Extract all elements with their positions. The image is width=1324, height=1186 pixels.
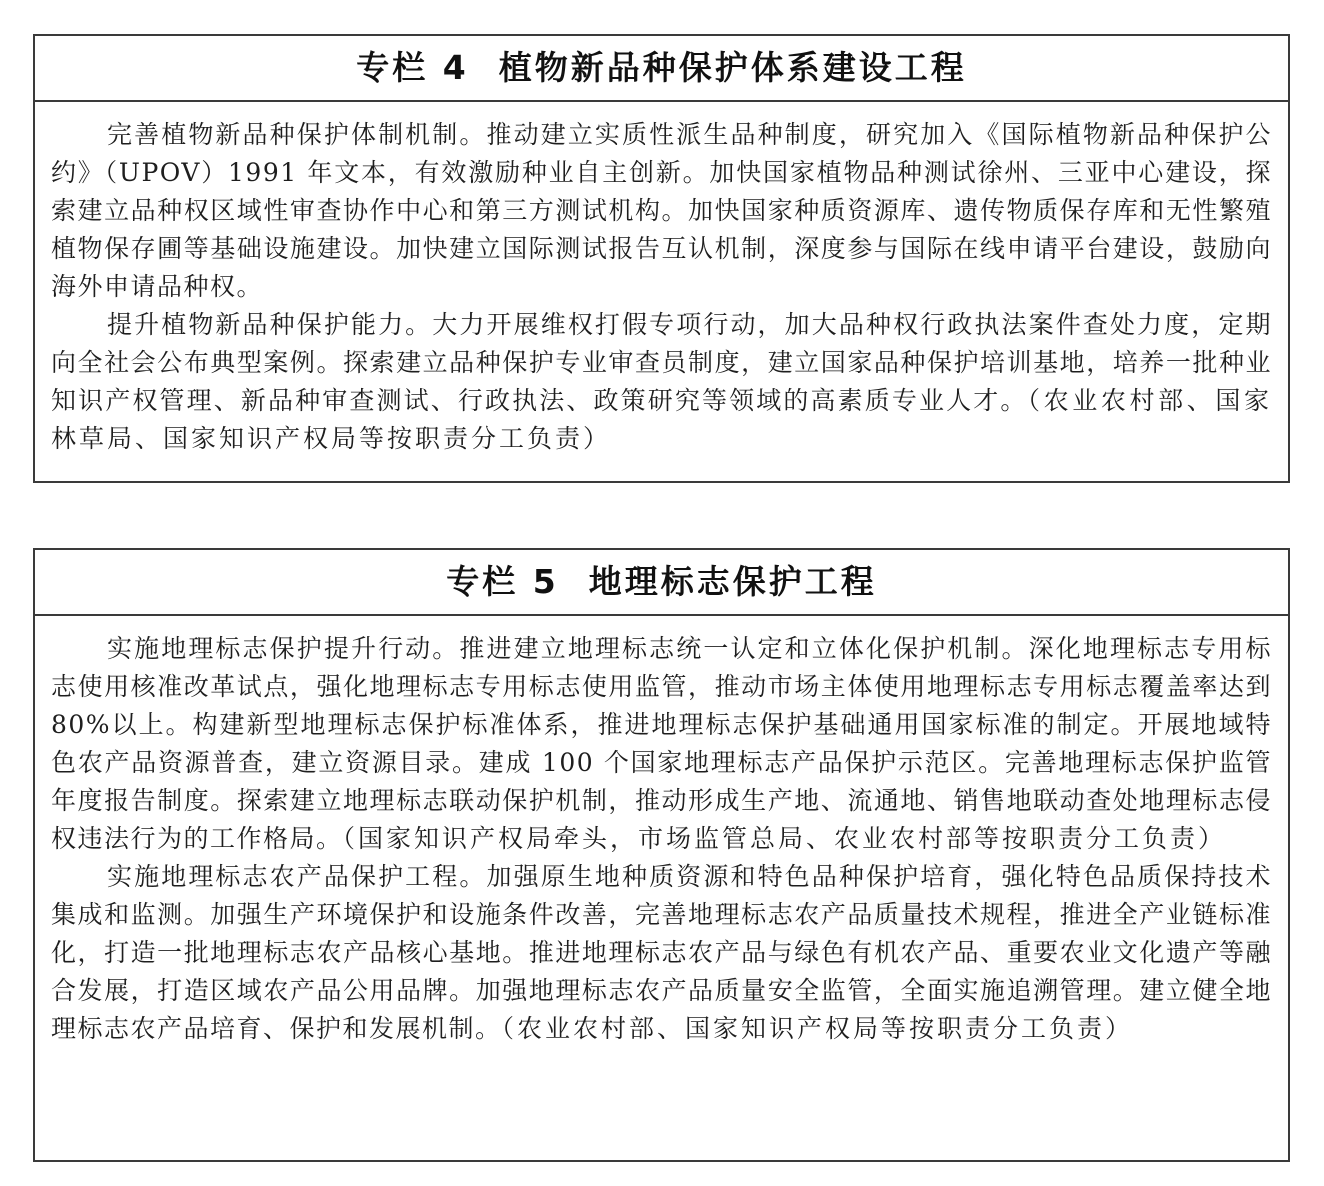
- paragraph: [51, 858, 1272, 1048]
- paragraph-text: 加强原生地种质资源和特色品种保护培育，强化特色品质保持技术集成和监测。加强生产环境保护和设施条件改善，完善地理标志农产品质量技术规程，推进全产业链标准化，打造一批地理标志农产品核心基地。推进地理标志农产品与绿色有机农产品、重要农业文化遗产等融合发展，打造区域农产品公用品牌。加强地理标志农产品质量安全监管，全面实施追溯管理。建立健全地理标志农产品培育、保护和发展机制。: [51, 862, 1272, 1043]
- paragraph: [51, 630, 1272, 858]
- paragraph-text: 推动建立实质性派生品种制度，研究加入《国际植物新品种保护公约》（UPOV）1991 年文本，有效激励种业自主创新。加快国家植物品种测试徐州、三亚中心建设，探索建立品种权区域性审查协作中心和第三方测试机构。加快国家种质资源库、遗传物质保存库和无性繁殖植物保存圃等基础设施建设。加快建立国际测试报告互认机制，深度参与国际在线申请平台建设，鼓励向海外申请品种权。: [51, 120, 1272, 301]
- column-body: [35, 102, 1288, 458]
- paragraph-text: 大力开展维权打假专项行动，加大品种权行政执法案件查处力度，定期向全社会公布典型案例。探索建立品种保护专业审查员制度，建立国家品种保护培训基地，培养一批种业知识产权管理、新品种审查测试、行政执法、政策研究等领域的高素质专业人才。: [51, 310, 1272, 415]
- column-title: 植物新品种保护体系建设工程: [498, 48, 967, 87]
- responsibility-note: （农业农村部、国家知识产权局等按职责分工负责）: [501, 1014, 1134, 1043]
- paragraph-lead: 实施地理标志保护提升行动。: [107, 634, 460, 663]
- column-label: 专栏 4: [356, 48, 469, 87]
- responsibility-note: （农业农村部、国家林草局、国家知识产权局等按职责分工负责）: [51, 386, 1272, 453]
- column-heading: [35, 550, 1288, 616]
- paragraph-lead: 实施地理标志农产品保护工程。: [107, 862, 487, 891]
- column-box-4: [33, 34, 1290, 483]
- paragraph: [51, 306, 1272, 458]
- responsibility-note: （国家知识产权局牵头，市场监管总局、农业农村部等按职责分工负责）: [342, 824, 1227, 853]
- paragraph-text: 推进建立地理标志统一认定和立体化保护机制。深化地理标志专用标志使用核准改革试点，强化地理标志专用标志使用监管，推动市场主体使用地理标志专用标志覆盖率达到 80%以上。构建新型地理标志保护标准体系，推进地理标志保护基础通用国家标准的制定。开展地域特色农产品资源普查，建立资源目录。建成 100 个国家地理标志产品保护示范区。完善地理标志保护监管年度报告制度。探索建立地理标志联动保护机制，推动形成生产地、流通地、销售地联动查处地理标志侵权违法行为的工作格局。: [51, 634, 1272, 853]
- paragraph-lead: 完善植物新品种保护体制机制。: [107, 120, 487, 149]
- column-title: 地理标志保护工程: [588, 562, 877, 601]
- column-heading: [35, 36, 1288, 102]
- paragraph-lead: 提升植物新品种保护能力。: [107, 310, 433, 339]
- column-body: [35, 616, 1288, 1048]
- paragraph: [51, 116, 1272, 306]
- column-label: 专栏 5: [446, 562, 559, 601]
- column-box-5: [33, 548, 1290, 1162]
